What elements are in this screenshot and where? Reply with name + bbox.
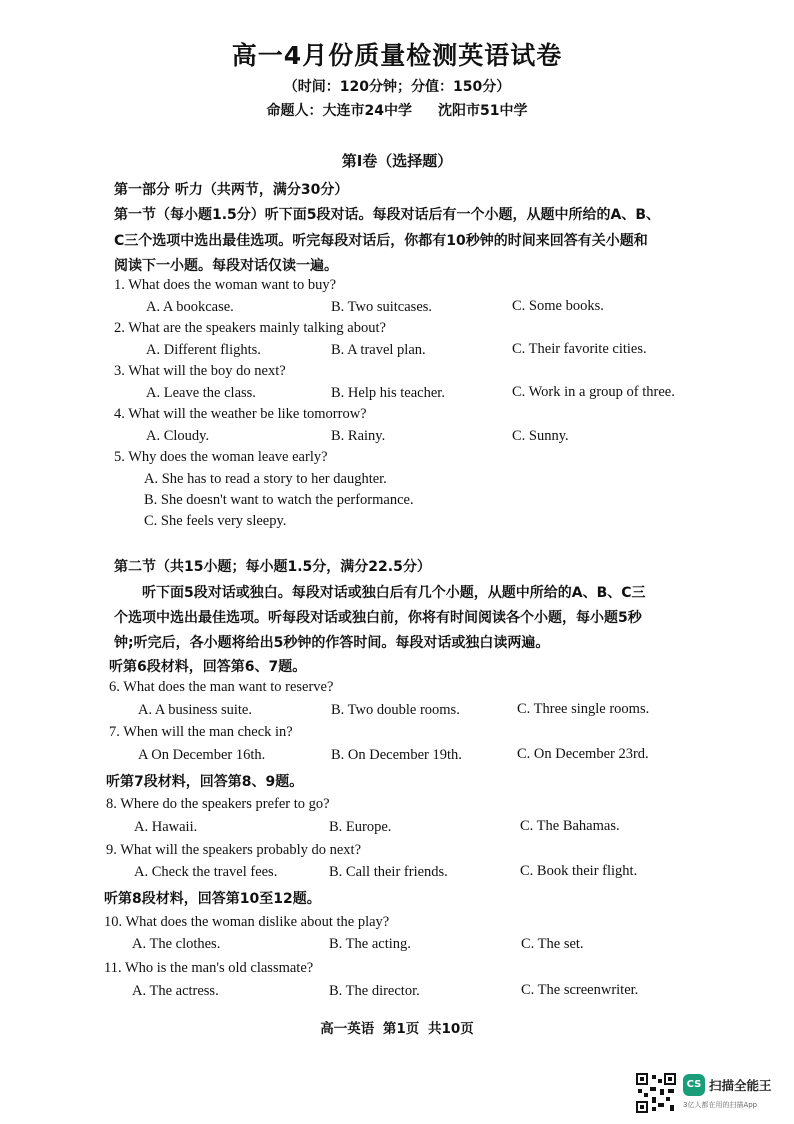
- q11-option-b: B. The director.: [329, 983, 420, 999]
- section2-instructions-line3: 钟;听完后，各小题将给出5秒钟的作答时间。每段对话或独白读两遍。: [114, 635, 550, 651]
- q2-option-b: B. A travel plan.: [331, 342, 426, 358]
- question-10: 10. What does the woman dislike about the play?: [104, 914, 390, 930]
- q1-option-a: A. A bookcase.: [146, 299, 234, 315]
- page-footer: 高一英语 第1页 共10页: [320, 1021, 474, 1037]
- question-9: 9. What will the speakers probably do next?: [106, 842, 362, 858]
- q2-option-a: A. Different flights.: [146, 342, 261, 358]
- q8-option-a: A. Hawaii.: [134, 819, 198, 835]
- question-3: 3. What will the boy do next?: [114, 363, 286, 379]
- section1-instructions-line1: 第一节（每小题1.5分）听下面5段对话。每段对话后有一个小题，从题中所给的A、B、: [114, 207, 661, 223]
- q5-option-a: A. She has to read a story to her daughter.: [144, 471, 387, 487]
- q9-option-b: B. Call their friends.: [329, 864, 448, 880]
- author-school-1: 命题人：大连市24中学: [266, 103, 412, 119]
- q6-option-b: B. Two double rooms.: [331, 702, 460, 718]
- section2-instructions-line1: 听下面5段对话或独白。每段对话或独白后有几个小题，从题中所给的A、B、C三: [142, 585, 646, 601]
- material-6-heading: 听第6段材料，回答第6、7题。: [109, 659, 307, 675]
- author-school-2: 沈阳市51中学: [438, 103, 528, 119]
- q8-option-b: B. Europe.: [329, 819, 392, 835]
- question-5: 5. Why does the woman leave early?: [114, 449, 328, 465]
- q3-option-c: C. Work in a group of three.: [512, 384, 675, 400]
- question-6: 6. What does the man want to reserve?: [109, 679, 334, 695]
- q9-option-a: A. Check the travel fees.: [134, 864, 278, 880]
- q7-option-c: C. On December 23rd.: [517, 746, 649, 762]
- volume-heading: 第Ⅰ卷（选择题）: [341, 152, 453, 170]
- q6-option-c: C. Three single rooms.: [517, 701, 650, 717]
- q9-option-c: C. Book their flight.: [520, 863, 638, 879]
- q1-option-c: C. Some books.: [512, 298, 604, 314]
- watermark-app-name: 扫描全能王: [709, 1078, 772, 1093]
- q8-option-c: C. The Bahamas.: [520, 818, 620, 834]
- q11-option-a: A. The actress.: [132, 983, 219, 999]
- question-2: 2. What are the speakers mainly talking about?: [114, 320, 386, 336]
- q3-option-a: A. Leave the class.: [146, 385, 256, 401]
- camscanner-logo-icon: CS: [683, 1074, 705, 1096]
- exam-authors: [0, 100, 794, 120]
- q3-option-b: B. Help his teacher.: [331, 385, 445, 401]
- question-4: 4. What will the weather be like tomorrow?: [114, 406, 367, 422]
- material-7-heading: 听第7段材料，回答第8、9题。: [106, 774, 304, 790]
- q5-option-b: B. She doesn't want to watch the performance.: [144, 492, 414, 508]
- q10-option-b: B. The acting.: [329, 936, 411, 952]
- q6-option-a: A. A business suite.: [138, 702, 252, 718]
- watermark-tagline: 3亿人都在用的扫描App: [683, 1101, 758, 1109]
- q2-option-c: C. Their favorite cities.: [512, 341, 647, 357]
- question-11: 11. Who is the man's old classmate?: [104, 960, 314, 976]
- q4-option-a: A. Cloudy.: [146, 428, 210, 444]
- exam-title: 高一4月份质量检测英语试卷: [231, 41, 563, 70]
- q7-option-b: B. On December 19th.: [331, 747, 462, 763]
- q7-option-a: A On December 16th.: [138, 747, 266, 763]
- section2-instructions-line2: 个选项中选出最佳选项。听每段对话或独白前，你将有时间阅读各个小题，每小题5秒: [114, 610, 642, 626]
- q1-option-b: B. Two suitcases.: [331, 299, 433, 315]
- section2-heading: 第二节（共15小题；每小题1.5分，满分22.5分）: [114, 559, 431, 575]
- part1-heading: 第一部分 听力（共两节，满分30分）: [114, 182, 349, 198]
- qr-code-icon: [636, 1073, 676, 1113]
- exam-time-score: （时间：120分钟；分值：150分）: [283, 79, 511, 95]
- q10-option-c: C. The set.: [521, 936, 584, 952]
- q4-option-c: C. Sunny.: [512, 428, 569, 444]
- material-8-heading: 听第8段材料，回答第10至12题。: [104, 891, 321, 907]
- q5-option-c: C. She feels very sleepy.: [144, 513, 287, 529]
- section1-instructions-line3: 阅读下一小题。每段对话仅读一遍。: [114, 258, 338, 274]
- q4-option-b: B. Rainy.: [331, 428, 386, 444]
- section1-instructions-line2: C三个选项中选出最佳选项。听完每段对话后，你都有10秒钟的时间来回答有关小题和: [114, 233, 648, 249]
- q10-option-a: A. The clothes.: [132, 936, 221, 952]
- question-7: 7. When will the man check in?: [109, 724, 293, 740]
- question-1: 1. What does the woman want to buy?: [114, 277, 337, 293]
- q11-option-c: C. The screenwriter.: [521, 982, 639, 998]
- question-8: 8. Where do the speakers prefer to go?: [106, 796, 330, 812]
